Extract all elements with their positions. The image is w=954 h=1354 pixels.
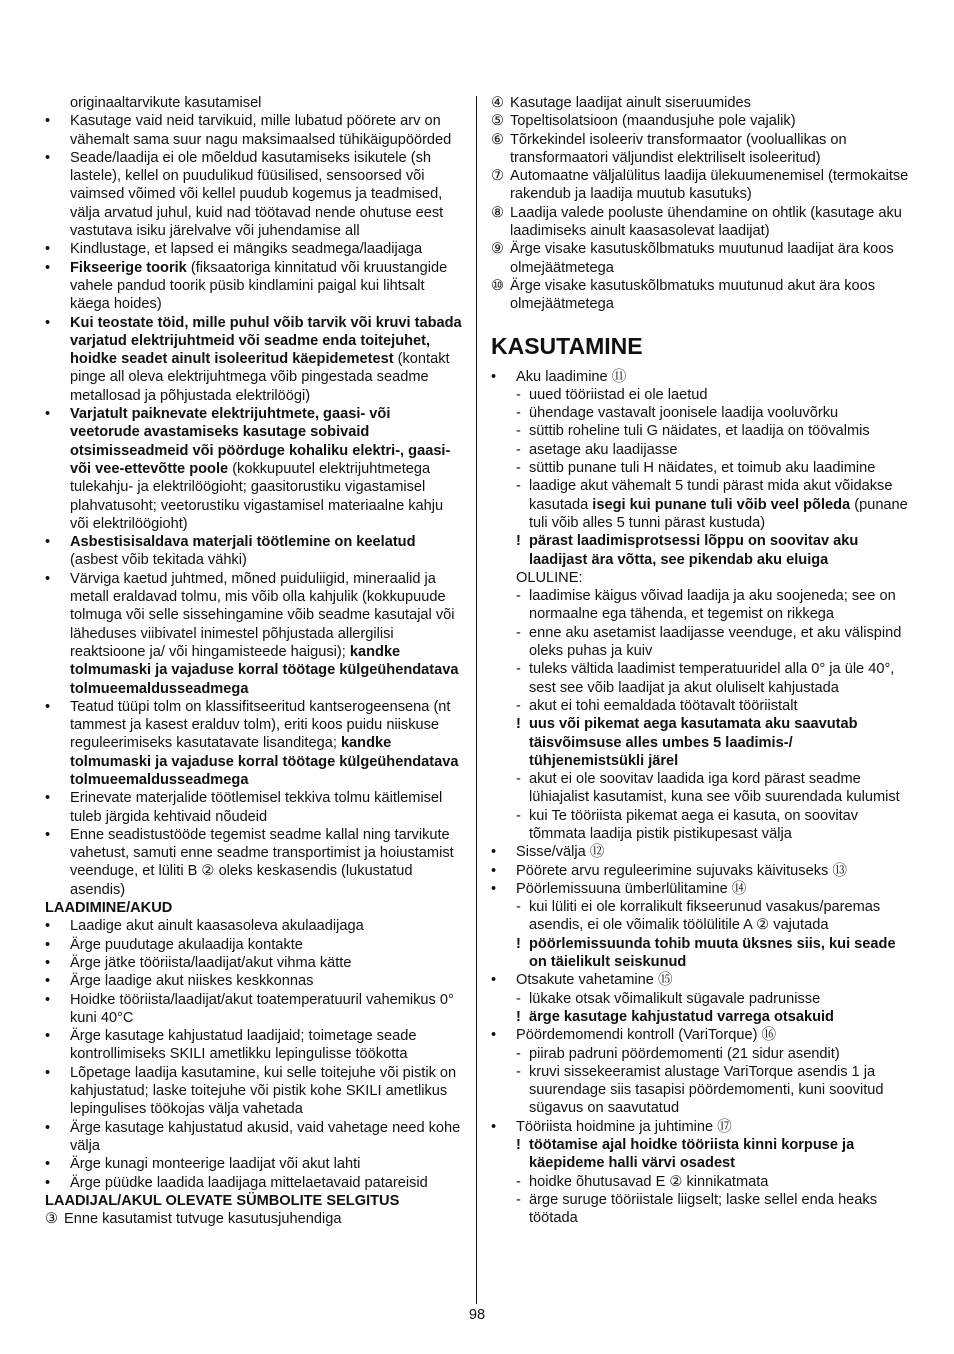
list-item xyxy=(45,240,463,258)
list-item-text: Ärge kasutage kahjustatud akusid, vaid vahetage need kohe välja xyxy=(70,1119,461,1154)
dash-marker: - xyxy=(516,441,521,458)
bullet-marker: • xyxy=(45,954,51,971)
sub-item-text: enne aku asetamist laadijasse veenduge, et aku välispind oleks puhas ja kuiv xyxy=(529,624,902,660)
list-item xyxy=(45,698,463,789)
list-item xyxy=(491,843,911,861)
warning-marker: ! xyxy=(516,1137,521,1154)
symbol-number: ③ xyxy=(45,1211,59,1228)
list-item-text: Laadige akut ainult kaasasoleva akulaadijaga xyxy=(70,918,364,935)
sub-item xyxy=(491,660,911,697)
bullet-marker: • xyxy=(491,862,497,879)
bullet-marker: • xyxy=(45,534,51,551)
symbol-item xyxy=(491,94,911,112)
list-item xyxy=(45,405,463,533)
bullet-marker: • xyxy=(45,1028,51,1045)
list-item-bold-text: kandke tolmumaski ja vajaduse korral töötage külgeühendatava tolmueemaldusseadmega xyxy=(70,735,459,788)
symbol-text: Ärge visake kasutuskõlbmatuks muutunud laadijat ära koos olmejäätmetega xyxy=(510,241,894,276)
list-item-bold-text: kandke tolmumaski ja vajaduse korral töötage külgeühendatava tolmueemaldusseadmega xyxy=(70,643,459,697)
symbol-text: Topeltisolatsioon (maandusjuhe pole vajalik) xyxy=(510,113,796,130)
dash-marker: - xyxy=(516,460,521,477)
note-label: OLULINE: xyxy=(516,569,583,586)
dash-marker: - xyxy=(516,771,521,788)
list-item-text: Ärge kunagi monteerige laadijat või akut lahti xyxy=(70,1156,361,1173)
sub-item-text: kui Te tööriista pikemat aega ei kasuta, on soovitav tõmmata laadija pistik pistikupesast välja xyxy=(529,807,859,842)
sub-item-text: ühendage vastavalt joonisele laadija vooluvõrku xyxy=(529,405,839,422)
list-item xyxy=(45,149,463,240)
sub-item-text: süttib punane tuli H näidates, et toimub aku laadimine xyxy=(529,460,876,477)
list-item-text: (kokkupuutel elektrijuhtmetega tulekahju- ja elektrilöögioht; gaasitorustiku vigastamisel plahvatusoht; veetorustiku vigastamisel materiaalne kahju või elektrilöögioht) xyxy=(70,460,444,532)
list-item xyxy=(45,789,463,826)
sub-item xyxy=(491,697,911,715)
sub-item xyxy=(491,422,911,440)
warning-marker: ! xyxy=(516,533,521,550)
page-title: KASUTAMINE xyxy=(491,332,643,359)
sub-item-text: laadige akut vähemalt 5 tundi pärast mida akut võidakse kasutada xyxy=(529,478,893,513)
warning-marker: ! xyxy=(516,716,521,733)
list-item-text: Ärge jätke tööriista/laadijat/akut vihma kätte xyxy=(70,954,352,971)
symbol-text: Automaatne väljalülitus laadija ülekuumenemisel (termokaitse rakendub ja laadija muutub kasutuks) xyxy=(510,168,909,203)
warning-marker: ! xyxy=(516,1008,521,1025)
symbol-item xyxy=(491,240,911,277)
dash-marker: - xyxy=(516,1045,521,1062)
list-item-bold-text: Fikseerige toorik xyxy=(70,259,187,276)
sub-item-text: piirab padruni pöördemomenti (21 sidur asendit) xyxy=(529,1045,840,1062)
list-item xyxy=(491,1026,911,1044)
sub-item-text: laadimise käigus võivad laadija ja aku soojeneda; see on normaalne ega tähenda, et tegemist on rikkega xyxy=(529,588,896,623)
list-item-bold-text: Asbestisisaldava materjali töötlemine on keelatud xyxy=(70,534,416,551)
list-item-bold-text: Kui teostate töid, mille puhul võib tarvik või kruvi tabada varjatud elektrijuhtmeid või seadme enda toitejuhet, hoidke seadet ainult isoleeritud käepidemetest xyxy=(70,314,462,368)
bullet-marker: • xyxy=(45,149,51,166)
bullet-marker: • xyxy=(45,113,51,130)
list-item xyxy=(45,1155,463,1173)
list-item-text: Erinevate materjalide töötlemisel tekkiva tolmu käitlemisel tuleb järgida kehtivaid nõudeid xyxy=(70,790,443,825)
column-divider xyxy=(476,96,477,1304)
symbol-number: ⑨ xyxy=(491,241,505,258)
warning-item xyxy=(491,1008,911,1026)
symbol-item xyxy=(491,277,911,314)
list-item xyxy=(45,954,463,972)
symbol-number: ④ xyxy=(491,95,505,111)
list-item xyxy=(45,917,463,935)
list-item-text: Sisse/välja ⑫ xyxy=(516,844,605,861)
warning-text: ärge kasutage kahjustatud varrega otsakuid xyxy=(529,1008,834,1025)
sub-item xyxy=(491,807,911,844)
dash-marker: - xyxy=(516,1191,521,1208)
dash-marker: - xyxy=(516,1173,521,1190)
bullet-marker: • xyxy=(45,1156,51,1173)
list-item-text: Tööriista hoidmine ja juhtimine ⑰ xyxy=(516,1118,732,1135)
bullet-marker: • xyxy=(491,972,497,989)
dash-marker: - xyxy=(516,588,521,605)
list-item xyxy=(45,314,463,405)
list-item xyxy=(491,1118,911,1136)
sub-item xyxy=(491,587,911,624)
bullet-marker: • xyxy=(45,1064,51,1081)
bullet-marker: • xyxy=(45,406,51,423)
list-item-text: Kindlustage, et lapsed ei mängiks seadmega/laadijaga xyxy=(70,241,423,258)
list-item xyxy=(45,1064,463,1119)
list-item xyxy=(45,533,463,570)
list-item xyxy=(45,991,463,1028)
bullet-marker: • xyxy=(45,259,51,276)
list-item-text: Teatud tüüpi tolm on klassifitseeritud kantserogeensena (nt tammest ja kasest eralduv tolm), eriti koos puidu niiskuse reguleerimiseks kasutatavate lisanditega; xyxy=(70,698,451,752)
list-item-text: (fiksaatoriga kinnitatud või kruustangide vahele pandud toorik püsib kindlamini paigal kui lihtsalt käega hoides) xyxy=(70,259,448,313)
dash-marker: - xyxy=(516,1063,521,1080)
warning-text: töötamise ajal hoidke tööriista kinni korpuse ja käepideme halli värvi osadest xyxy=(529,1137,855,1172)
list-item-text: Ärge laadige akut niiskes keskkonnas xyxy=(70,973,314,990)
list-item-text: Ärge kasutage kahjustatud laadijaid; toimetage seade kontrollimiseks SKILI ametlikku lepingulisse töökotta xyxy=(70,1028,417,1063)
sub-item xyxy=(491,990,911,1008)
sub-item-text: ärge suruge tööriistale liigselt; laske sellel enda heaks töötada xyxy=(529,1191,878,1227)
sub-item xyxy=(491,459,911,477)
left-column xyxy=(45,94,463,1228)
list-item xyxy=(45,826,463,899)
list-item-text: Värviga kaetud juhtmed, mõned puiduliigid, mineraalid ja metall eraldavad tolmu, mis võib olla kahjulik (kokkupuude tolmuga või selle sissehingamine võib seadme kasutajal või läheduses viibivatel inimestel põhjustada allergilisi reaktsioone ja/ või hingamisteede haigusi); xyxy=(70,570,455,660)
sub-item xyxy=(491,1045,911,1063)
list-item-text: Hoidke tööriista/laadijat/akut toatemperatuuril vahemikus 0° kuni 40°C xyxy=(70,991,454,1026)
symbol-item xyxy=(491,112,911,130)
list-item xyxy=(491,880,911,898)
sub-item xyxy=(491,1063,911,1118)
list-item-text: Lõpetage laadija kasutamine, kui selle toitejuhe või pistik on kahjustatud; laske toitejuhe või pistik kohe SKILI ametlikus lepingulises töökojas välja vahetada xyxy=(70,1064,457,1118)
list-item xyxy=(491,368,911,386)
list-item-text: (asbest võib tekitada vähki) xyxy=(70,552,247,569)
bullet-marker: • xyxy=(45,973,51,990)
list-item-text: Aku laadimine ⑪ xyxy=(516,368,627,385)
warning-item xyxy=(491,532,911,569)
list-item-text: Pöörlemissuuna ümberlülitamine ⑭ xyxy=(516,880,747,897)
sub-item-text: asetage aku laadijasse xyxy=(529,441,678,458)
section-heading: LAADIMINE/AKUD xyxy=(45,900,173,917)
bullet-marker: • xyxy=(45,1174,51,1191)
list-item xyxy=(45,1119,463,1156)
sub-item xyxy=(491,386,911,404)
list-item xyxy=(45,570,463,698)
symbol-text: Laadija valede pooluste ühendamine on ohtlik (kasutage aku laadimiseks ainult kaasasolevat laadijat) xyxy=(510,204,902,240)
symbol-text: Ärge visake kasutuskõlbmatuks muutunud akut ära koos olmejäätmetega xyxy=(510,277,876,313)
warning-text: pöörlemissuunda tohib muuta üksnes siis, kui seade on täielikult seiskunud xyxy=(529,935,896,971)
symbol-item xyxy=(45,1210,463,1228)
bullet-marker: • xyxy=(491,880,497,897)
bullet-marker: • xyxy=(45,790,51,807)
sub-item-text: uued tööriistad ei ole laetud xyxy=(529,386,708,403)
list-item xyxy=(491,862,911,880)
symbol-item xyxy=(491,204,911,241)
list-item-text: Pöördemomendi kontroll (VariTorque) ⑯ xyxy=(516,1027,777,1044)
dash-marker: - xyxy=(516,807,521,824)
bullet-marker: • xyxy=(45,1119,51,1136)
page-number: 98 xyxy=(468,1307,486,1323)
symbol-item xyxy=(491,167,911,204)
list-item-text: Enne seadistustööde tegemist seadme kallal ning tarvikute vahetust, samuti enne seadme transportimist ja hoiustamist veenduge, et lüliti B ② oleks keskasendis (lukustatud asendis) xyxy=(70,826,454,898)
symbol-item xyxy=(491,131,911,168)
warning-item xyxy=(491,935,911,972)
list-item-bold-text: Varjatult paiknevate elektrijuhtmete, gaasi- või veetorude avastamiseks kasutage sobivaid otsimisseadmeid või pöörduge kohaliku elektri-, gaasi- või vee-ettevõtte poole xyxy=(70,406,451,477)
sub-item xyxy=(491,477,911,532)
symbol-number: ⑦ xyxy=(491,168,505,185)
dash-marker: - xyxy=(516,661,521,678)
warning-text: uus või pikemat aega kasutamata aku saavutab täisvõimsuse alles umbes 5 laadimis-/ tühjenemistsükli järel xyxy=(529,716,858,769)
bullet-marker: • xyxy=(491,844,497,861)
sub-item xyxy=(491,770,911,807)
list-item-text: Ärge puudutage akulaadija kontakte xyxy=(70,936,303,953)
dash-marker: - xyxy=(516,423,521,440)
sub-item-text: kruvi sissekeeramist alustage VariTorque asendis 1 ja suurendage siis tasapisi pöördemomenti, kuni soovitud sügavus on saavutatud xyxy=(529,1063,884,1117)
symbol-number: ⑧ xyxy=(491,204,505,221)
bullet-marker: • xyxy=(45,991,51,1008)
dash-marker: - xyxy=(516,405,521,422)
symbol-text: Kasutage laadijat ainult siseruumides xyxy=(510,95,751,111)
list-item-text: (kontakt pinge all oleva elektrijuhtmega võib pingestada seadme metallosad ja põhjustada elektrilöögi) xyxy=(70,351,450,404)
bullet-marker: • xyxy=(45,314,51,331)
sub-item-text: hoidke õhutusavad E ② kinnikatmata xyxy=(529,1173,769,1190)
list-item-continuation: originaaltarvikute kasutamisel xyxy=(70,95,262,111)
bullet-marker: • xyxy=(45,936,51,953)
bullet-marker: • xyxy=(45,570,51,587)
sub-item xyxy=(491,1173,911,1191)
symbol-number: ⑥ xyxy=(491,131,505,148)
sub-item xyxy=(491,624,911,661)
list-item xyxy=(45,112,463,149)
sub-item-text: akut ei tohi eemaldada töötavalt tööriistalt xyxy=(529,697,798,714)
list-item xyxy=(45,972,463,990)
bullet-marker: • xyxy=(491,1027,497,1044)
sub-item-text: kui lüliti ei ole korralikult fikseerunud vasakus/paremas asendis, ei ole võimalik töölülitile A ② vajutada xyxy=(529,899,881,934)
dash-marker: - xyxy=(516,386,521,403)
sub-item xyxy=(491,404,911,422)
list-item xyxy=(45,936,463,954)
warning-text: pärast laadimisprotsessi lõppu on soovitav aku laadijast ära võtta, see pikendab aku eluiga xyxy=(529,533,859,568)
sub-item xyxy=(491,898,911,935)
warning-marker: ! xyxy=(516,935,521,952)
list-item-text: Pöörete arvu reguleerimine sujuvaks käivituseks ⑬ xyxy=(516,862,847,879)
dash-marker: - xyxy=(516,990,521,1007)
sub-item xyxy=(491,1191,911,1228)
bullet-marker: • xyxy=(45,918,51,935)
sub-item-text: tuleks vältida laadimist temperatuuridel alla 0° ja üle 40°, sest see võib laadijat ja akut oluliselt kahjustada xyxy=(529,661,895,696)
bullet-marker: • xyxy=(45,241,51,258)
dash-marker: - xyxy=(516,697,521,714)
dash-marker: - xyxy=(516,478,521,495)
sub-item xyxy=(491,441,911,459)
sub-item-text: süttib roheline tuli G näidates, et laadija on töövalmis xyxy=(529,423,870,440)
warning-item xyxy=(491,715,911,770)
warning-item xyxy=(491,1136,911,1173)
symbol-text: Enne kasutamist tutvuge kasutusjuhendiga xyxy=(64,1211,342,1228)
symbol-text: Tõrkekindel isoleeriv transformaator (vooluallikas on transformaatori väljundist elektriliselt isoleeritud) xyxy=(510,131,847,166)
bullet-marker: • xyxy=(491,368,497,385)
symbol-number: ⑤ xyxy=(491,113,505,130)
right-column xyxy=(491,94,911,1228)
section-heading: LAADIJAL/AKUL OLEVATE SÜMBOLITE SELGITUS xyxy=(45,1192,400,1209)
list-item-text: Seade/laadija ei ole mõeldud kasutamiseks isikutele (sh lastele), kellel on puudulikud füüsilised, sensoorsed või vaimsed võimed või kellel puudub kogemus ja teadmised, välja arvatud juhul, kuid nad töötavad nende ohutuse eest vastutava isiku järelvalve või juhendamise all xyxy=(70,149,444,240)
symbol-number: ⑩ xyxy=(491,277,505,294)
sub-item-text: (punane tuli võib alles 5 tunni pärast kustuda) xyxy=(529,496,908,531)
bullet-marker: • xyxy=(45,826,51,843)
sub-item-text: akut ei ole soovitav laadida iga kord pärast seadme lühiajalist kasutamist, kuna see võib suurendada kulumist xyxy=(529,771,900,806)
list-item xyxy=(45,1027,463,1064)
list-item xyxy=(45,1174,463,1192)
list-item-text: Kasutage vaid neid tarvikuid, mille lubatud pöörete arv on vähemalt sama suur nagu maksimaalsed tühikäigupöörded xyxy=(70,113,452,148)
list-item xyxy=(491,971,911,989)
dash-marker: - xyxy=(516,899,521,916)
dash-marker: - xyxy=(516,624,521,641)
list-item-text: Otsakute vahetamine ⑮ xyxy=(516,972,673,989)
list-item-text: Ärge püüdke laadida laadijaga mittelaetavaid patareisid xyxy=(70,1174,428,1191)
sub-item-text: lükake otsak võimalikult sügavale padrunisse xyxy=(529,990,821,1007)
bullet-marker: • xyxy=(491,1118,497,1135)
list-item xyxy=(45,259,463,314)
sub-item-bold-text: isegi kui punane tuli võib veel põleda xyxy=(588,496,851,513)
bullet-marker: • xyxy=(45,698,51,715)
